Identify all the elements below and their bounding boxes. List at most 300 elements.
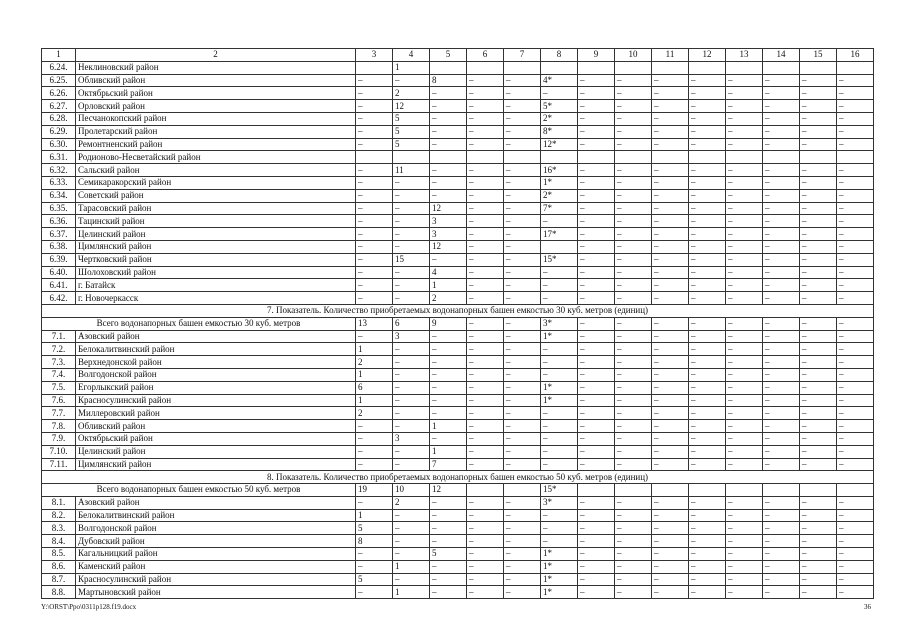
value-cell: 9: [430, 317, 467, 330]
value-cell: –: [615, 548, 652, 561]
value-cell: –: [726, 125, 763, 138]
value-cell: –: [652, 407, 689, 420]
value-cell: –: [689, 407, 726, 420]
district-name: Тацинский район: [76, 215, 356, 228]
value-cell: –: [837, 368, 874, 381]
table-row: [42, 279, 874, 292]
value-cell: –: [467, 87, 504, 100]
value-cell: –: [837, 112, 874, 125]
value-cell: –: [578, 573, 615, 586]
value-cell: [578, 484, 615, 497]
value-cell: –: [467, 496, 504, 509]
value-cell: –: [430, 368, 467, 381]
value-cell: –: [800, 420, 837, 433]
header-cell: 16: [837, 49, 874, 62]
value-cell: –: [800, 253, 837, 266]
table-row: [42, 228, 874, 241]
value-cell: –: [726, 202, 763, 215]
value-cell: –: [689, 112, 726, 125]
value-cell: –: [356, 87, 393, 100]
table-row: [42, 202, 874, 215]
value-cell: –: [430, 586, 467, 599]
value-cell: –: [615, 407, 652, 420]
value-cell: 5: [393, 138, 430, 151]
value-cell: –: [430, 100, 467, 113]
row-number: 7.7.: [42, 407, 76, 420]
value-cell: –: [837, 279, 874, 292]
district-name: Октябрьский район: [76, 87, 356, 100]
value-cell: –: [430, 189, 467, 202]
value-cell: 15*: [541, 253, 578, 266]
value-cell: –: [578, 343, 615, 356]
value-cell: –: [393, 215, 430, 228]
value-cell: [467, 484, 504, 497]
header-cell: 9: [578, 49, 615, 62]
value-cell: –: [689, 496, 726, 509]
district-name: Октябрьский район: [76, 432, 356, 445]
value-cell: –: [763, 100, 800, 113]
value-cell: –: [726, 266, 763, 279]
value-cell: –: [652, 228, 689, 241]
value-cell: –: [726, 522, 763, 535]
value-cell: 3: [393, 432, 430, 445]
table-row: [42, 407, 874, 420]
value-cell: 2*: [541, 112, 578, 125]
value-cell: –: [763, 330, 800, 343]
value-cell: 8: [430, 74, 467, 87]
value-cell: –: [689, 228, 726, 241]
district-name: Кагальницкий район: [76, 548, 356, 561]
value-cell: –: [763, 279, 800, 292]
total-label: Всего водонапорных башен емкостью 30 куб. метров: [42, 317, 356, 330]
value-cell: –: [467, 432, 504, 445]
value-cell: –: [837, 176, 874, 189]
value-cell: –: [615, 560, 652, 573]
table-row: [42, 112, 874, 125]
value-cell: –: [541, 535, 578, 548]
value-cell: –: [689, 343, 726, 356]
value-cell: –: [837, 138, 874, 151]
district-name: Верхнедонской район: [76, 356, 356, 369]
district-name: г. Батайск: [76, 279, 356, 292]
value-cell: –: [652, 420, 689, 433]
value-cell: –: [356, 228, 393, 241]
total-row: [42, 484, 874, 497]
value-cell: [615, 484, 652, 497]
value-cell: –: [689, 125, 726, 138]
value-cell: –: [504, 445, 541, 458]
table-row: [42, 368, 874, 381]
value-cell: –: [837, 586, 874, 599]
value-cell: –: [578, 432, 615, 445]
value-cell: –: [652, 586, 689, 599]
value-cell: 8*: [541, 125, 578, 138]
value-cell: –: [689, 586, 726, 599]
value-cell: –: [430, 535, 467, 548]
value-cell: –: [763, 240, 800, 253]
value-cell: 7*: [541, 202, 578, 215]
value-cell: –: [504, 228, 541, 241]
table-row: [42, 522, 874, 535]
value-cell: 6: [393, 317, 430, 330]
value-cell: –: [504, 189, 541, 202]
value-cell: –: [689, 548, 726, 561]
value-cell: –: [763, 356, 800, 369]
table-row: [42, 535, 874, 548]
value-cell: –: [467, 112, 504, 125]
row-number: 6.30.: [42, 138, 76, 151]
value-cell: –: [393, 522, 430, 535]
value-cell: –: [763, 189, 800, 202]
value-cell: –: [356, 100, 393, 113]
value-cell: [504, 61, 541, 74]
value-cell: –: [726, 445, 763, 458]
table-row: [42, 586, 874, 599]
table-row: [42, 74, 874, 87]
value-cell: 1*: [541, 560, 578, 573]
value-cell: –: [800, 176, 837, 189]
row-number: 6.31.: [42, 151, 76, 164]
table-row: [42, 509, 874, 522]
row-number: 6.36.: [42, 215, 76, 228]
total-row: [42, 317, 874, 330]
district-name: Пролетарский район: [76, 125, 356, 138]
value-cell: –: [467, 407, 504, 420]
value-cell: –: [504, 509, 541, 522]
value-cell: 2: [356, 407, 393, 420]
value-cell: –: [504, 125, 541, 138]
value-cell: –: [467, 240, 504, 253]
row-number: 8.6.: [42, 560, 76, 573]
value-cell: –: [615, 253, 652, 266]
value-cell: –: [726, 112, 763, 125]
value-cell: 13: [356, 317, 393, 330]
value-cell: –: [615, 381, 652, 394]
section-title: 7. Показатель. Количество приобретаемых водонапорных башен емкостью 30 куб. метров (единиц): [42, 304, 874, 317]
district-name: Белокалитвинский район: [76, 509, 356, 522]
value-cell: –: [393, 394, 430, 407]
value-cell: –: [800, 535, 837, 548]
value-cell: –: [504, 253, 541, 266]
value-cell: –: [652, 368, 689, 381]
value-cell: –: [467, 522, 504, 535]
value-cell: –: [763, 74, 800, 87]
value-cell: –: [763, 548, 800, 561]
table-row: [42, 548, 874, 561]
table-row: [42, 87, 874, 100]
value-cell: –: [356, 586, 393, 599]
value-cell: –: [541, 343, 578, 356]
value-cell: 12*: [541, 138, 578, 151]
value-cell: 1: [356, 343, 393, 356]
section-title: 8. Показатель. Количество приобретаемых водонапорных башен емкостью 50 куб. метров (единиц): [42, 471, 874, 484]
value-cell: –: [578, 535, 615, 548]
value-cell: –: [837, 522, 874, 535]
table-row: [42, 151, 874, 164]
value-cell: –: [615, 100, 652, 113]
value-cell: –: [578, 458, 615, 471]
value-cell: –: [356, 176, 393, 189]
value-cell: –: [837, 202, 874, 215]
row-number: 6.40.: [42, 266, 76, 279]
value-cell: –: [393, 368, 430, 381]
table-row: [42, 458, 874, 471]
value-cell: –: [356, 279, 393, 292]
value-cell: –: [615, 317, 652, 330]
value-cell: –: [578, 330, 615, 343]
value-cell: –: [504, 394, 541, 407]
value-cell: –: [763, 176, 800, 189]
value-cell: –: [467, 138, 504, 151]
value-cell: [763, 61, 800, 74]
value-cell: –: [763, 368, 800, 381]
value-cell: –: [615, 535, 652, 548]
value-cell: [504, 151, 541, 164]
value-cell: 1: [430, 445, 467, 458]
value-cell: 19: [356, 484, 393, 497]
table-row: [42, 432, 874, 445]
value-cell: 15: [393, 253, 430, 266]
value-cell: –: [615, 202, 652, 215]
value-cell: –: [652, 496, 689, 509]
table-row: [42, 189, 874, 202]
district-name: Чертковский район: [76, 253, 356, 266]
value-cell: –: [726, 394, 763, 407]
value-cell: –: [837, 125, 874, 138]
value-cell: –: [467, 381, 504, 394]
row-number: 6.33.: [42, 176, 76, 189]
value-cell: –: [763, 522, 800, 535]
header-cell: 7: [504, 49, 541, 62]
row-number: 7.3.: [42, 356, 76, 369]
value-cell: –: [467, 560, 504, 573]
value-cell: –: [356, 560, 393, 573]
value-cell: –: [504, 522, 541, 535]
value-cell: –: [356, 189, 393, 202]
value-cell: [763, 484, 800, 497]
district-name: Волгодонской район: [76, 368, 356, 381]
value-cell: –: [578, 240, 615, 253]
value-cell: –: [615, 573, 652, 586]
value-cell: –: [763, 164, 800, 177]
value-cell: –: [652, 535, 689, 548]
header-cell: 15: [800, 49, 837, 62]
value-cell: –: [726, 100, 763, 113]
header-cell: 12: [689, 49, 726, 62]
value-cell: –: [689, 535, 726, 548]
value-cell: –: [504, 381, 541, 394]
value-cell: –: [726, 164, 763, 177]
value-cell: –: [689, 381, 726, 394]
value-cell: 11: [393, 164, 430, 177]
table-row: [42, 240, 874, 253]
value-cell: –: [689, 279, 726, 292]
value-cell: –: [393, 535, 430, 548]
value-cell: –: [578, 253, 615, 266]
value-cell: –: [763, 458, 800, 471]
value-cell: –: [578, 189, 615, 202]
value-cell: –: [541, 445, 578, 458]
value-cell: –: [356, 138, 393, 151]
value-cell: –: [467, 100, 504, 113]
value-cell: –: [800, 343, 837, 356]
value-cell: –: [837, 228, 874, 241]
value-cell: –: [689, 215, 726, 228]
district-name: Шолоховский район: [76, 266, 356, 279]
value-cell: –: [393, 458, 430, 471]
value-cell: 1*: [541, 548, 578, 561]
value-cell: [430, 61, 467, 74]
district-name: Красносулинский район: [76, 573, 356, 586]
value-cell: –: [726, 432, 763, 445]
value-cell: 1: [356, 394, 393, 407]
value-cell: –: [393, 509, 430, 522]
value-cell: –: [726, 356, 763, 369]
value-cell: 2: [356, 356, 393, 369]
value-cell: –: [800, 279, 837, 292]
value-cell: –: [800, 266, 837, 279]
value-cell: –: [689, 522, 726, 535]
value-cell: –: [356, 420, 393, 433]
value-cell: –: [763, 560, 800, 573]
value-cell: –: [726, 509, 763, 522]
value-cell: –: [726, 548, 763, 561]
table-row: [42, 253, 874, 266]
value-cell: 2: [430, 292, 467, 305]
file-path: Y:\ORST\Ppo\0311p128.f19.docx: [41, 603, 137, 611]
value-cell: –: [615, 509, 652, 522]
value-cell: –: [541, 407, 578, 420]
value-cell: –: [578, 394, 615, 407]
value-cell: 6: [356, 381, 393, 394]
value-cell: [726, 61, 763, 74]
value-cell: –: [356, 432, 393, 445]
value-cell: –: [652, 432, 689, 445]
value-cell: –: [837, 381, 874, 394]
header-cell: 8: [541, 49, 578, 62]
value-cell: [393, 151, 430, 164]
value-cell: –: [763, 496, 800, 509]
value-cell: –: [578, 560, 615, 573]
value-cell: –: [837, 215, 874, 228]
value-cell: –: [467, 317, 504, 330]
value-cell: –: [837, 343, 874, 356]
value-cell: 3: [393, 330, 430, 343]
value-cell: [837, 151, 874, 164]
value-cell: [652, 151, 689, 164]
value-cell: 1*: [541, 573, 578, 586]
value-cell: 5: [356, 522, 393, 535]
value-cell: –: [615, 458, 652, 471]
value-cell: –: [800, 292, 837, 305]
value-cell: –: [689, 458, 726, 471]
value-cell: –: [615, 125, 652, 138]
row-number: 8.7.: [42, 573, 76, 586]
value-cell: 1: [356, 368, 393, 381]
value-cell: 3*: [541, 496, 578, 509]
table-row: [42, 164, 874, 177]
table-row: [42, 573, 874, 586]
value-cell: –: [467, 74, 504, 87]
value-cell: –: [652, 138, 689, 151]
value-cell: –: [541, 432, 578, 445]
value-cell: –: [652, 279, 689, 292]
district-name: Мартыновский район: [76, 586, 356, 599]
value-cell: –: [800, 560, 837, 573]
value-cell: –: [800, 138, 837, 151]
value-cell: –: [467, 266, 504, 279]
value-cell: –: [837, 87, 874, 100]
row-number: 7.11.: [42, 458, 76, 471]
table-row: [42, 420, 874, 433]
value-cell: –: [615, 138, 652, 151]
value-cell: 12: [430, 240, 467, 253]
value-cell: –: [726, 496, 763, 509]
value-cell: –: [763, 407, 800, 420]
value-cell: –: [578, 407, 615, 420]
table-row: [42, 381, 874, 394]
value-cell: –: [837, 560, 874, 573]
district-name: Родионово-Несветайский район: [76, 151, 356, 164]
value-cell: –: [837, 330, 874, 343]
value-cell: –: [541, 522, 578, 535]
value-cell: [800, 151, 837, 164]
value-cell: –: [504, 215, 541, 228]
value-cell: –: [726, 228, 763, 241]
value-cell: –: [504, 407, 541, 420]
value-cell: –: [393, 573, 430, 586]
value-cell: 5: [393, 125, 430, 138]
value-cell: –: [800, 458, 837, 471]
value-cell: –: [763, 394, 800, 407]
value-cell: –: [652, 112, 689, 125]
value-cell: 1: [430, 279, 467, 292]
value-cell: –: [430, 573, 467, 586]
value-cell: –: [430, 330, 467, 343]
value-cell: –: [763, 420, 800, 433]
value-cell: –: [763, 317, 800, 330]
value-cell: –: [393, 420, 430, 433]
table-row: [42, 330, 874, 343]
header-row: [42, 49, 874, 62]
value-cell: –: [430, 138, 467, 151]
value-cell: –: [467, 202, 504, 215]
value-cell: –: [689, 420, 726, 433]
value-cell: –: [615, 74, 652, 87]
value-cell: –: [504, 317, 541, 330]
value-cell: –: [578, 522, 615, 535]
row-number: 8.2.: [42, 509, 76, 522]
value-cell: –: [578, 164, 615, 177]
value-cell: –: [615, 586, 652, 599]
value-cell: –: [467, 125, 504, 138]
value-cell: –: [430, 176, 467, 189]
value-cell: –: [504, 164, 541, 177]
row-number: 6.25.: [42, 74, 76, 87]
value-cell: 1: [393, 560, 430, 573]
value-cell: –: [763, 573, 800, 586]
value-cell: –: [726, 176, 763, 189]
value-cell: –: [541, 279, 578, 292]
value-cell: –: [467, 176, 504, 189]
value-cell: –: [467, 164, 504, 177]
district-name: Красносулинский район: [76, 394, 356, 407]
row-number: 7.9.: [42, 432, 76, 445]
value-cell: –: [689, 573, 726, 586]
value-cell: –: [652, 74, 689, 87]
value-cell: 1*: [541, 586, 578, 599]
value-cell: –: [763, 253, 800, 266]
